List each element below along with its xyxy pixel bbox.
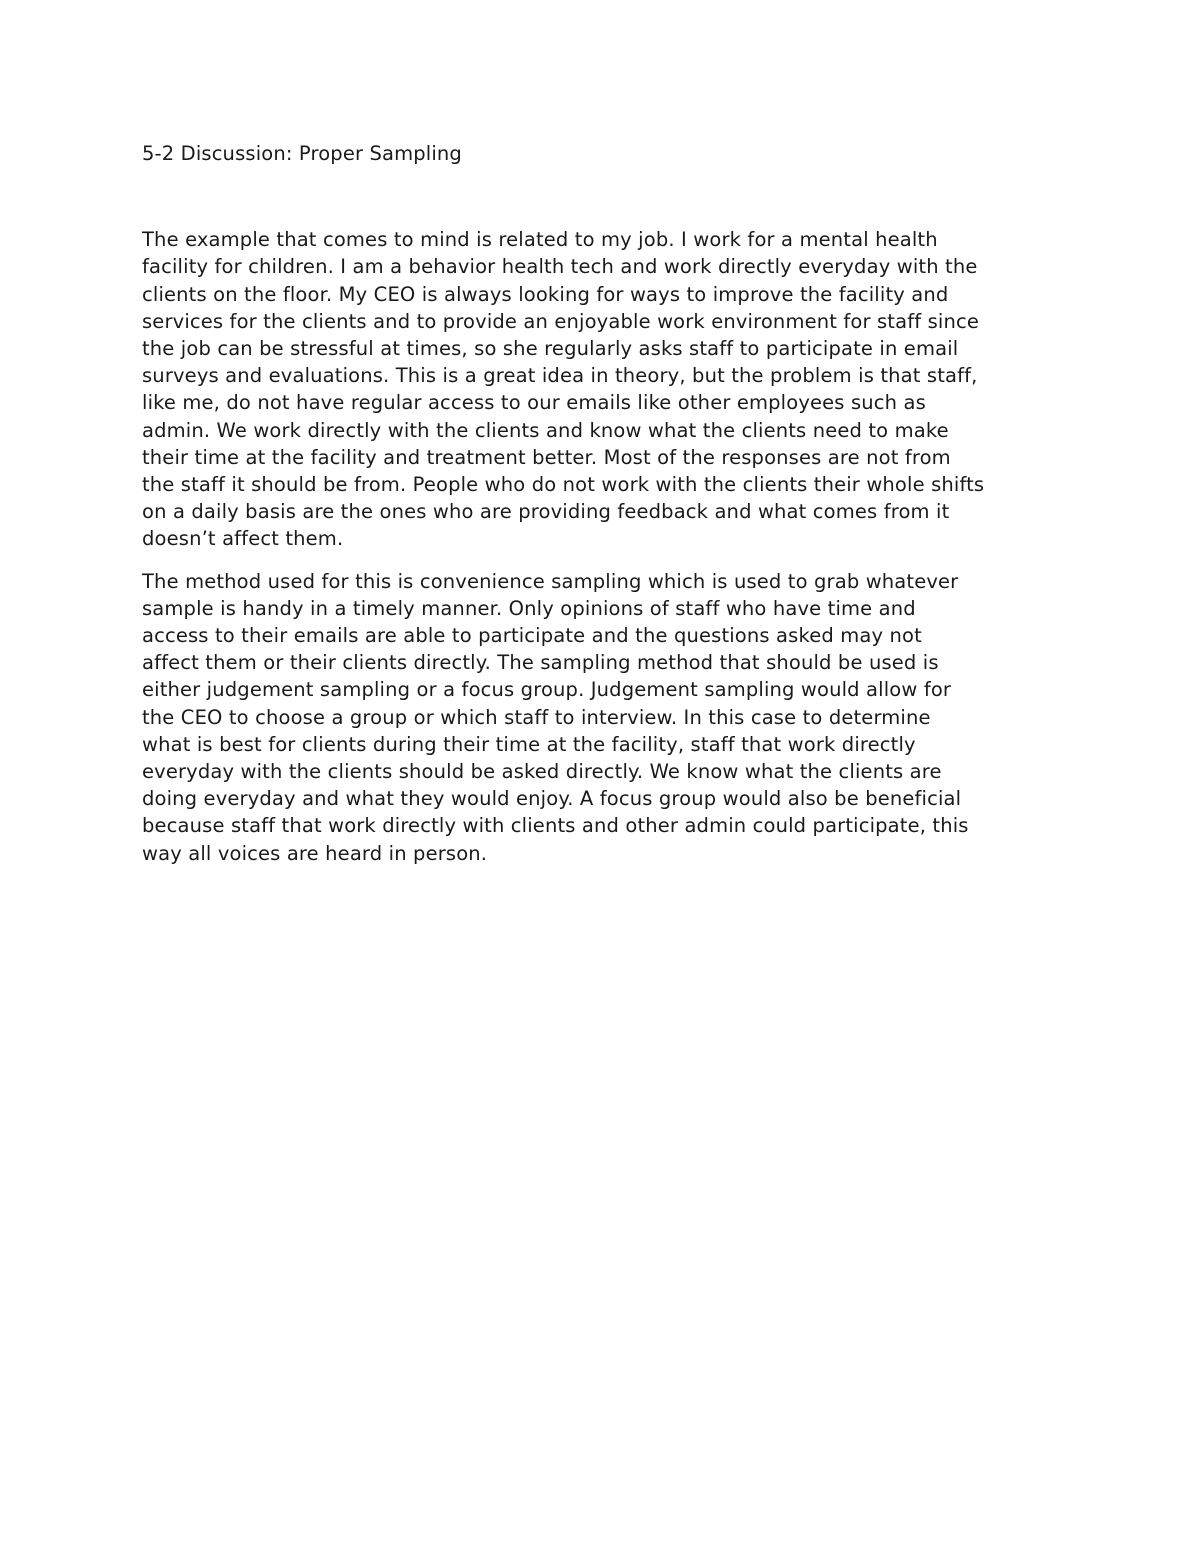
text-line: facility for children. I am a behavior health tech and work directly everyday with the bbox=[142, 255, 978, 279]
text-line: what is best for clients during their time at the facility, staff that work directly bbox=[142, 732, 916, 756]
text-line: their time at the facility and treatment better. Most of the responses are not from bbox=[142, 445, 951, 469]
text-line: services for the clients and to provide an enjoyable work environment for staff since bbox=[142, 309, 979, 333]
paragraph-1 bbox=[142, 226, 1067, 552]
document-body bbox=[142, 140, 1067, 882]
text-line: access to their emails are able to participate and the questions asked may not bbox=[142, 624, 922, 648]
text-line: surveys and evaluations. This is a great idea in theory, but the problem is that staff, bbox=[142, 364, 978, 388]
text-line: doesn’t affect them. bbox=[142, 527, 344, 551]
document-title: 5-2 Discussion: Proper Sampling bbox=[142, 142, 462, 165]
text-line: the job can be stressful at times, so she regularly asks staff to participate in email bbox=[142, 337, 959, 361]
text-line: on a daily basis are the ones who are providing feedback and what comes from it bbox=[142, 500, 950, 524]
text-line: admin. We work directly with the clients and know what the clients need to make bbox=[142, 418, 949, 442]
text-line: because staff that work directly with clients and other admin could participate, this bbox=[142, 814, 969, 838]
text-line: like me, do not have regular access to our emails like other employees such as bbox=[142, 391, 926, 415]
text-line: either judgement sampling or a focus group. Judgement sampling would allow for bbox=[142, 678, 952, 702]
text-line: everyday with the clients should be asked directly. We know what the clients are bbox=[142, 760, 942, 784]
text-line: affect them or their clients directly. The sampling method that should be used is bbox=[142, 651, 939, 675]
text-line: The method used for this is convenience sampling which is used to grab whatever bbox=[142, 569, 959, 593]
text-line: The example that comes to mind is related to my job. I work for a mental health bbox=[142, 228, 938, 252]
text-line: way all voices are heard in person. bbox=[142, 841, 488, 865]
text-line: the staff it should be from. People who do not work with the clients their whole shifts bbox=[142, 473, 985, 497]
paragraph-2 bbox=[142, 568, 1067, 867]
text-line: doing everyday and what they would enjoy. A focus group would also be beneficial bbox=[142, 787, 962, 811]
text-line: clients on the floor. My CEO is always looking for ways to improve the facility and bbox=[142, 282, 949, 306]
text-line: sample is handy in a timely manner. Only opinions of staff who have time and bbox=[142, 596, 916, 620]
text-line: the CEO to choose a group or which staff to interview. In this case to determine bbox=[142, 705, 931, 729]
